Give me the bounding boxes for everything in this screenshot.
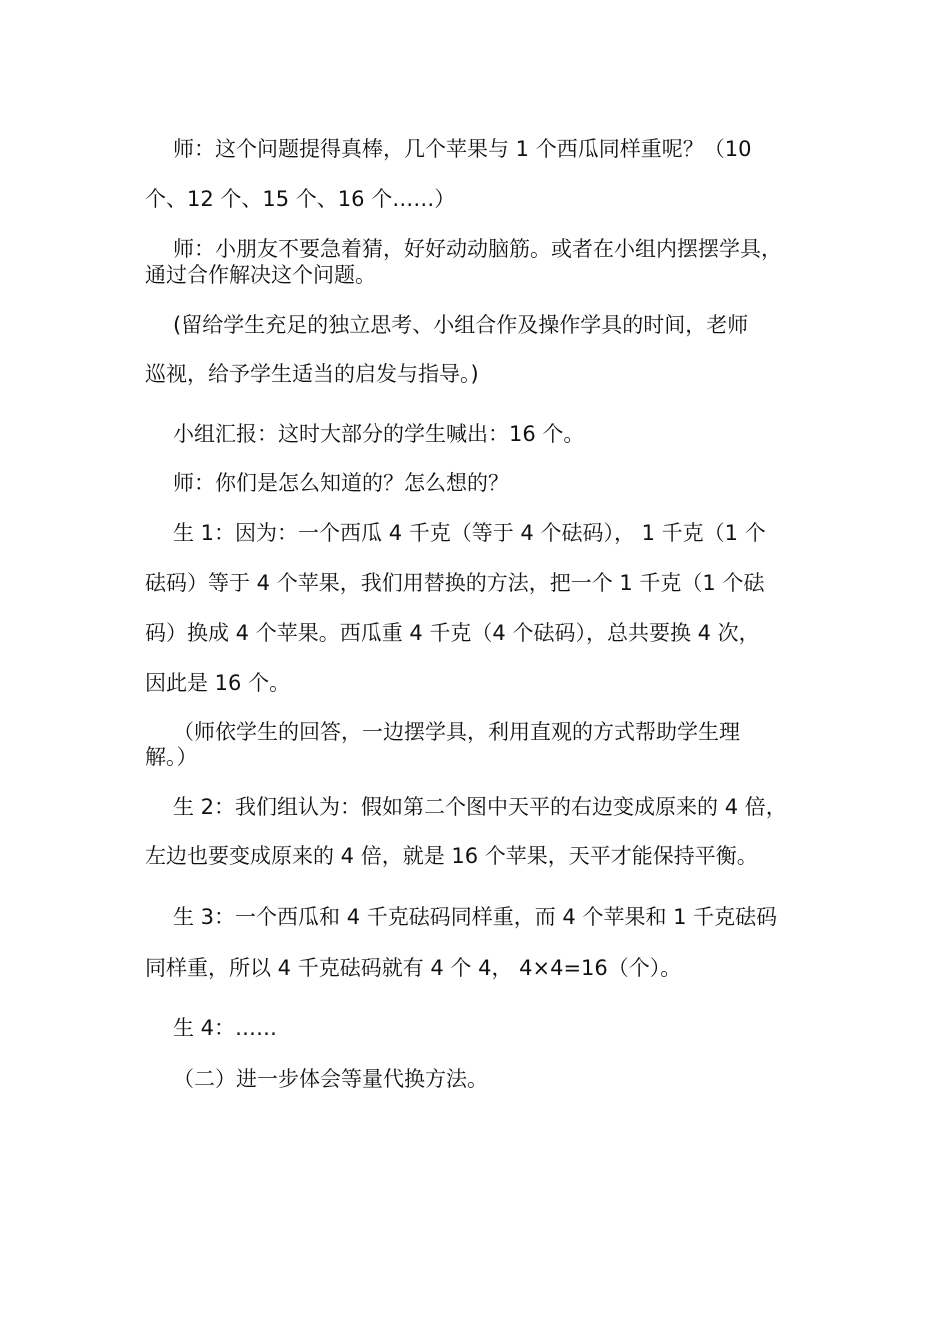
paragraph-student-1-line-4: 因此是 16 个。 bbox=[145, 671, 291, 695]
paragraph-teacher-hint-line-2: 通过合作解决这个问题。 bbox=[145, 263, 376, 287]
paragraph-student-1-line-2: 砝码）等于 4 个苹果，我们用替换的方法，把一个 1 千克（1 个砝 bbox=[145, 571, 765, 595]
paragraph-group-report: 小组汇报：这时大部分的学生喊出：16 个。 bbox=[173, 422, 585, 446]
paragraph-student-2-line-1: 生 2：我们组认为：假如第二个图中天平的右边变成原来的 4 倍， bbox=[173, 795, 787, 819]
paragraph-student-3-line-1: 生 3：一个西瓜和 4 千克砝码同样重，而 4 个苹果和 1 千克砝码 bbox=[173, 905, 778, 929]
paragraph-teacher-demo-line-2: 解。） bbox=[145, 745, 198, 769]
paragraph-think-time-line-1: (留给学生充足的独立思考、小组合作及操作学具的时间，老师 bbox=[173, 313, 749, 337]
paragraph-teacher-question-line-1: 师：这个问题提得真棒，几个苹果与 1 个西瓜同样重呢？（10 bbox=[173, 137, 752, 161]
paragraph-teacher-hint-line-1: 师：小朋友不要急着猜，好好动动脑筋。或者在小组内摆摆学具， bbox=[173, 237, 782, 261]
section-heading-2: （二）进一步体会等量代换方法。 bbox=[173, 1067, 488, 1091]
paragraph-student-2-line-2: 左边也要变成原来的 4 倍，就是 16 个苹果，天平才能保持平衡。 bbox=[145, 844, 758, 868]
paragraph-teacher-ask: 师：你们是怎么知道的？怎么想的？ bbox=[173, 471, 509, 495]
paragraph-think-time-line-2: 巡视，给予学生适当的启发与指导。) bbox=[145, 362, 479, 386]
paragraph-teacher-demo-line-1: （师依学生的回答，一边摆学具，利用直观的方式帮助学生理 bbox=[173, 720, 740, 744]
paragraph-teacher-question-line-2: 个、12 个、15 个、16 个……） bbox=[145, 187, 456, 211]
paragraph-student-3-line-2: 同样重，所以 4 千克砝码就有 4 个 4， 4×4=16（个）。 bbox=[145, 956, 682, 980]
paragraph-student-4: 生 4：…… bbox=[173, 1016, 278, 1040]
paragraph-student-1-line-1: 生 1：因为：一个西瓜 4 千克（等于 4 个砝码）， 1 千克（1 个 bbox=[173, 521, 766, 545]
paragraph-student-1-line-3: 码）换成 4 个苹果。西瓜重 4 千克（4 个砝码），总共要换 4 次， bbox=[145, 621, 760, 645]
